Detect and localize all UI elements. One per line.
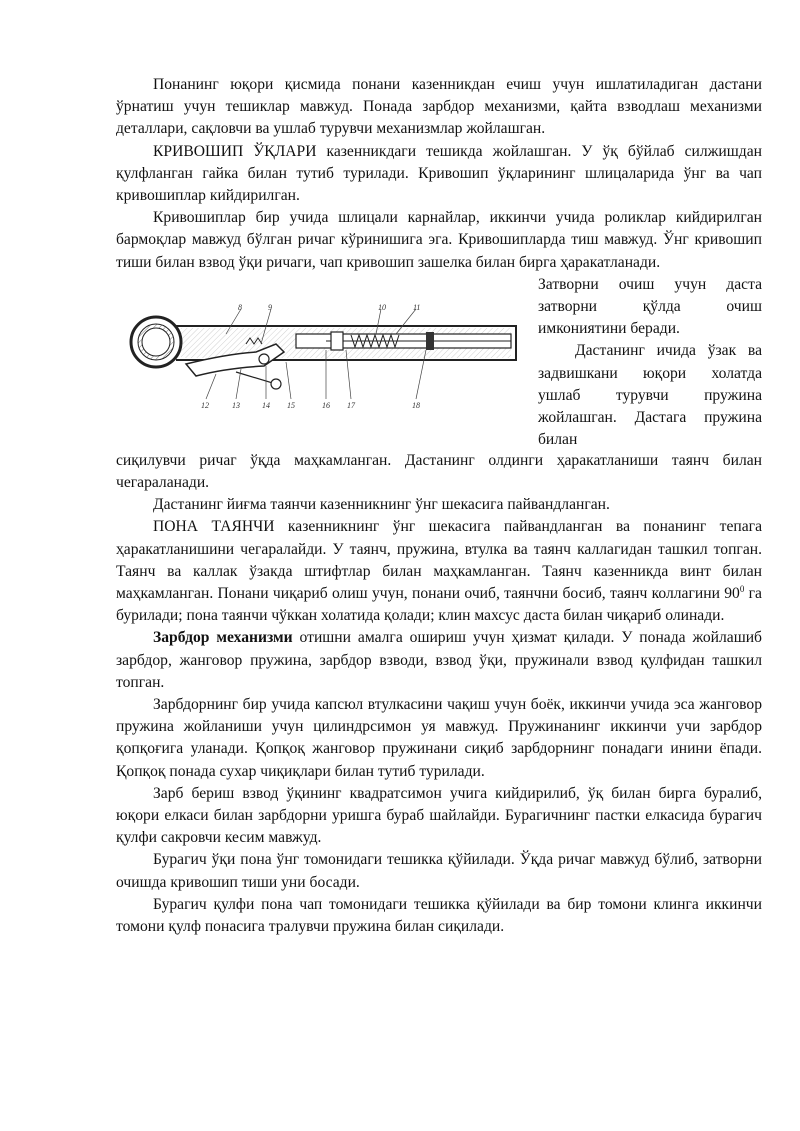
paragraph: Дастанинг йиғма таянчи казенникнинг ўнг шекасига пайвандланган. xyxy=(153,496,610,514)
degree-superscript: 0 xyxy=(739,583,745,594)
paragraph xyxy=(116,516,762,627)
callout-label: 18 xyxy=(412,400,420,410)
paragraph: сиқилувчи ричаг ўқда маҳкамланган. Дастанинг олдинги ҳаракатланиши таянч билан чегараланади. xyxy=(116,451,762,492)
callout-label: 8 xyxy=(238,303,242,312)
callout-label: 16 xyxy=(322,400,330,410)
paragraph: Дастанинг ичида ўзак ва задвишкани юқори холатда ушлаб турувчи пружина жойлашган. Дастага пружина билан xyxy=(538,342,762,449)
callout-label: 15 xyxy=(287,400,295,410)
section-term: Зарбдор механизми xyxy=(153,629,293,647)
callout-label: 11 xyxy=(413,303,421,312)
side-text-column xyxy=(538,274,762,452)
handle-mechanism-drawing xyxy=(126,304,526,414)
document-page xyxy=(116,74,762,938)
callout-label: 10 xyxy=(378,303,386,312)
callout-label: 14 xyxy=(262,400,270,410)
paragraph: Бурагич ўқи пона ўнг томонидаги тешикка қўйилади. Ўқда ричаг мавжуд бўлиб, затворни очишда кривошип тиши уни босади. xyxy=(116,851,762,891)
figure-with-text xyxy=(116,274,762,450)
callout-label: 17 xyxy=(347,400,355,410)
paragraph: Зарбдорнинг бир учида капсюл втулкасини чақиш учун боёк, иккинчи учида эса жанговор пружина жойланиши учун цилиндрсимон уя мавжуд. Пружинанинг иккинчи учи зарбдор қопқоғига уланади. Қопқоқ жанговор пружинани сиқиб зарбдорнинг понадаги инини ёпади. Қопқоқ понада сухар чиқиқлари билан тутиб турилади. xyxy=(116,696,762,780)
text-run: отишни амалга ошириш учун ҳизмат қилади. У понада жойлашиб зарбдор, жанговор пружина, зарбдор взводи, взвод ўқи, пружинали взвод қулфидан ташкил топган. xyxy=(116,629,762,691)
callout-label: 9 xyxy=(268,303,272,312)
paragraph: КРИВОШИП ЎҚЛАРИ казенникдаги тешикда жойлашган. У ўқ бўйлаб силжишдан қулфланган гайка билан тутиб турилади. Кривошип ўқларининг шлицаларида ўнг ва чап кривошиплар кийдирилган. xyxy=(116,142,762,205)
paragraph: Бурагич қулфи пона чап томонидаги тешикка қўйилади ва бир томони клинга иккинчи томони қулф понасига тралувчи пружина билан сиқилади. xyxy=(116,895,762,936)
paragraph: Зарб бериш взвод ўқининг квадратсимон учига кийдирилиб, ўқ билан бирга буралиб, юқори елкаси билан зарбдорни уришга бураб шайлайди. Бурагичнинг пастки елкасида бурагич қулфи сакровчи кесим мавжуд. xyxy=(116,784,762,847)
text-run: га бурилади; пона таянчи чўккан холатида қолади; клин махсус даста билан чиқариб олинади. xyxy=(116,585,762,625)
paragraph: Затворни очиш учун даста затворни қўлда очиш имкониятини беради. xyxy=(538,275,762,338)
paragraph: Кривошиплар бир учида шлицали карнайлар, иккинчи учида роликлар кийдирилган бармоқлар мавжуд бўлган ричаг кўринишига эга. Кривошипларда тиш мавжуд. Ўнг кривошип тиши билан взвод ўқи ричаги, чап кривошип зашелка билан бирга ҳаракатланади. xyxy=(116,209,762,271)
callout-label: 12 xyxy=(201,400,209,410)
paragraph: Понанинг юқори қисмида понани казенникдан ечиш учун ишлатиладиган дастани ўрнатиш учун тешиклар мавжуд. Понада зарбдор механизми, қайта взводлаш механизми деталлари, сақловчи ва ушлаб турувчи механизмлар жойлашган. xyxy=(116,76,762,138)
callout-label: 13 xyxy=(232,400,240,410)
text-run: ПОНА ТАЯНЧИ казенникнинг ўнг шекасига пайвандланган ва понанинг тепага ҳаракатланишини чегаралайди. У таянч, пружина, втулка ва таянч каллагидан ташкил топган. Таянч ва каллак ўзакда штифтлар билан маҳкамланган. Таянч казенникда винт билан маҳкамланган. Понани чиқариб олиш учун, понани очиб, таянчни босиб, таянч коллагини 90 xyxy=(116,518,762,603)
paragraph xyxy=(116,627,762,694)
